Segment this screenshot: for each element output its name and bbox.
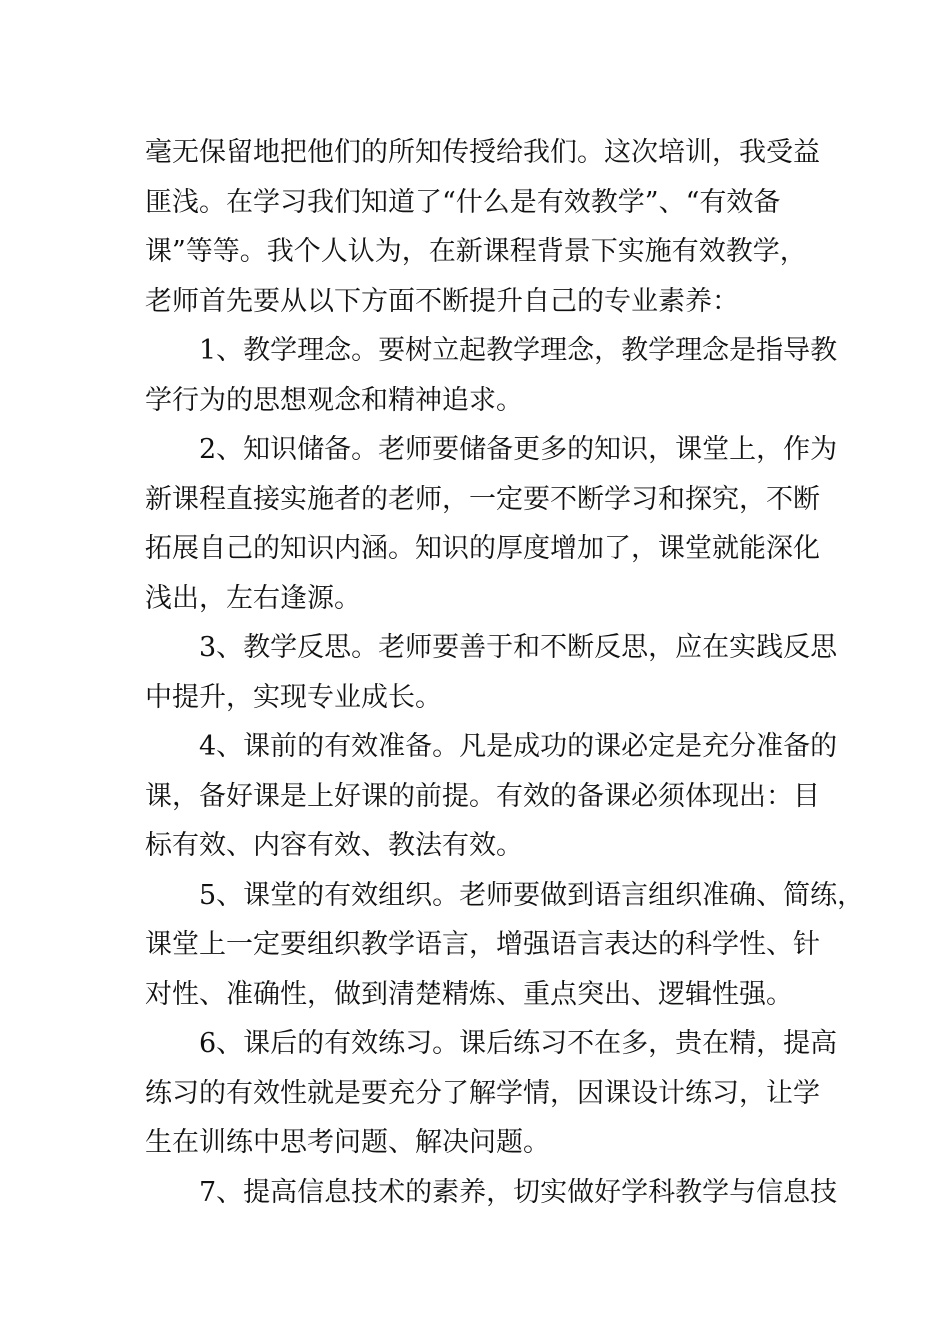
text-line: 课，备好课是上好课的前提。有效的备课必须体现出：目 [145, 780, 820, 812]
text-line: 浅出，左右逢源。 [145, 582, 361, 614]
list-item-3-line: 3、教学反思。老师要善于和不断反思，应在实践反思 [199, 632, 838, 663]
text-line: 中提升，实现专业成长。 [145, 681, 442, 713]
text-line: 新课程直接实施者的老师，一定要不断学习和探究，不断 [145, 483, 820, 515]
list-item-4-line: 4、课前的有效准备。凡是成功的课必定是充分准备的 [199, 731, 838, 762]
text-line: 课”等等。我个人认为，在新课程背景下实施有效教学， [145, 236, 807, 267]
list-item-1-line: 1、教学理念。要树立起教学理念，教学理念是指导教 [199, 335, 838, 366]
text-line: 老师首先要从以下方面不断提升自己的专业素养： [145, 285, 739, 317]
list-item-6-line: 6、课后的有效练习。课后练习不在多，贵在精，提高 [199, 1028, 838, 1059]
text-line: 课堂上一定要组织教学语言，增强语言表达的科学性、针 [145, 929, 820, 960]
document-body [145, 128, 865, 1217]
list-item-7-line: 7、提高信息技术的素养，切实做好学科教学与信息技 [199, 1176, 838, 1208]
text-line: 学行为的思想观念和精神追求。 [145, 384, 523, 416]
text-line: 生在训练中思考问题、解决问题。 [145, 1127, 550, 1158]
text-line: 练习的有效性就是要充分了解学情，因课设计练习，让学 [145, 1077, 820, 1109]
text-line: 拓展自己的知识内涵。知识的厚度增加了，课堂就能深化 [145, 533, 820, 564]
text-line: 毫无保留地把他们的所知传授给我们。这次培训，我受益 [145, 137, 820, 168]
list-item-5-line: 5、课堂的有效组织。老师要做到语言组织准确、简练， [199, 879, 865, 911]
text-line: 对性、准确性，做到清楚精炼、重点突出、逻辑性强。 [145, 978, 793, 1010]
list-item-2-line: 2、知识储备。老师要储备更多的知识，课堂上，作为 [199, 434, 838, 465]
text-line: 匪浅。在学习我们知道了“什么是有效教学”、“有效备 [145, 186, 781, 218]
text-line: 标有效、内容有效、教法有效。 [145, 830, 523, 861]
